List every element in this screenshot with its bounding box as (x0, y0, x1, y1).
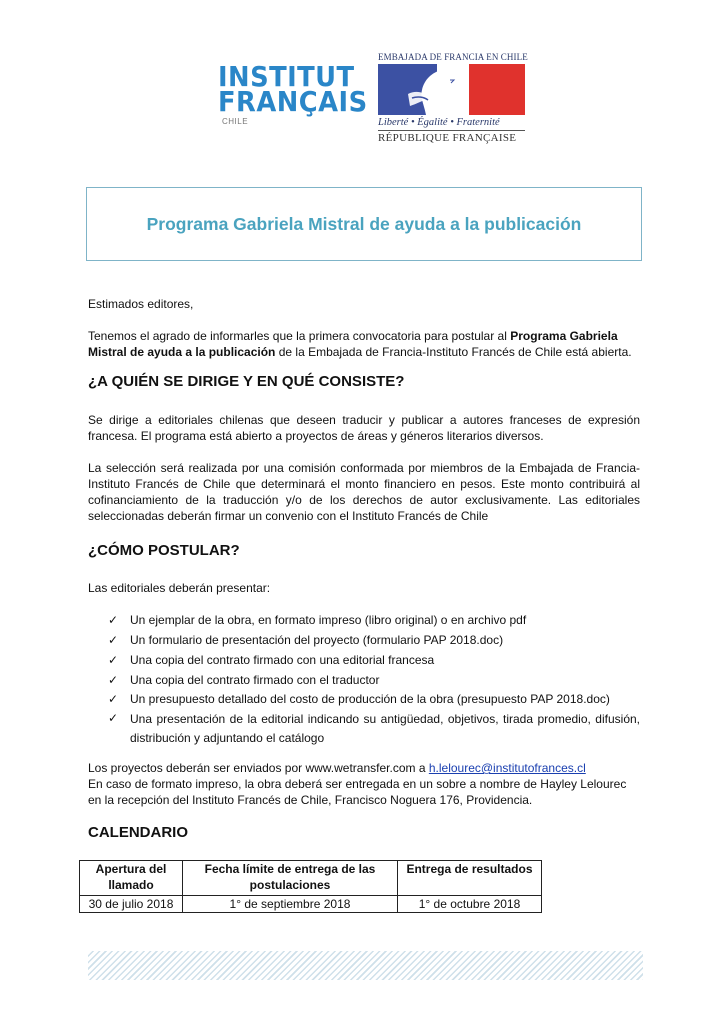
audience-paragraph: Se dirige a editoriales chilenas que deseen traducir y publicar a autores franceses de expresión francesa. El programa está abierto a proyectos de áreas y géneros literarios diversos. (88, 413, 640, 443)
embassy-logo (378, 52, 528, 144)
section-heading-how-to-apply: ¿CÓMO POSTULAR? (88, 542, 240, 559)
requirements-lead: Las editoriales deberán presentar: (88, 581, 271, 595)
section-heading-calendar: CALENDARIO (88, 824, 188, 841)
submission-text: Los proyectos deberán ser enviados por www.wetransfer.com a (88, 761, 429, 775)
table-cell: 1° de octubre 2018 (398, 896, 542, 913)
checkmark-icon: ✓ (108, 711, 119, 725)
checkmark-icon: ✓ (108, 633, 119, 647)
checkmark-icon: ✓ (108, 653, 119, 667)
column-header: Apertura del llamado (80, 861, 183, 896)
list-item-text: Una presentación de la editorial indicando su antigüedad, objetivos, tirada promedio, difusión, distribución y adjuntando el catálogo (130, 712, 640, 745)
print-delivery-text: En caso de formato impreso, la obra deberá ser entregada en un sobre a nombre de Hayley Lelourec en la recepción del Instituto Francés de Chile, Francisco Noguera 176, Providencia. (88, 777, 627, 807)
embassy-motto: Liberté • Égalité • Fraternité (378, 117, 500, 128)
list-item (108, 612, 640, 629)
submission-paragraph (88, 760, 640, 808)
embassy-republic: RÉPUBLIQUE FRANÇAISE (378, 132, 517, 144)
logo-subtitle-chile: CHILE (222, 117, 249, 126)
embassy-header: EMBAJADA DE FRANCIA EN CHILE (378, 52, 528, 62)
list-item (108, 632, 640, 649)
email-link[interactable]: h.lelourec@institutofrances.cl (428, 761, 586, 775)
checkmark-icon: ✓ (108, 613, 119, 627)
selection-paragraph: La selección será realizada por una comisión conformada por miembros de la Embajada de Francia-Instituto Francés de Chile que determinará el monto financiero en pesos. Este monto contribuirá al cofinanciamiento de la traducción y/o de los derechos de autor exclusivamente. Las editoriales seleccionadas deberán firmar un convenio con el Instituto Francés de Chile (88, 461, 640, 523)
list-item (108, 672, 640, 689)
decorative-hatch-band (88, 951, 643, 980)
page-title: Programa Gabriela Mistral de ayuda a la publicación (146, 213, 582, 234)
logo-word-francais: FRANÇAIS (218, 85, 368, 118)
marianne-flag-icon (378, 64, 525, 115)
column-header: Fecha límite de entrega de las postulaciones (183, 861, 398, 896)
intro-text-after: de la Embajada de Francia-Instituto Francés de Chile está abierta. (275, 345, 632, 359)
checkmark-icon: ✓ (108, 692, 119, 706)
intro-paragraph (88, 328, 640, 360)
checkmark-icon: ✓ (108, 673, 119, 687)
institut-francais-logo (218, 60, 368, 126)
intro-text-before: Tenemos el agrado de informarles que la primera convocatoria para postular al (88, 329, 511, 343)
list-item-text: Un formulario de presentación del proyecto (formulario PAP 2018.doc) (130, 633, 504, 647)
table-header-row (80, 861, 542, 896)
column-header: Entrega de resultados (398, 861, 542, 896)
list-item-text: Una copia del contrato firmado con el traductor (130, 673, 380, 687)
table-row (80, 896, 542, 913)
list-item-text: Una copia del contrato firmado con una editorial francesa (130, 653, 435, 667)
list-item (108, 691, 640, 708)
logo-word-institut: INSTITUT (218, 60, 355, 93)
section-heading-audience: ¿A QUIÉN SE DIRIGE Y EN QUÉ CONSISTE? (88, 373, 405, 390)
title-box (86, 187, 642, 261)
table-cell: 30 de julio 2018 (80, 896, 183, 913)
list-item (108, 652, 640, 669)
calendar-table (79, 860, 542, 913)
list-item (108, 710, 640, 748)
list-item-text: Un ejemplar de la obra, en formato impreso (libro original) o en archivo pdf (130, 613, 527, 627)
greeting: Estimados editores, (88, 297, 194, 311)
list-item-text: Un presupuesto detallado del costo de producción de la obra (presupuesto PAP 2018.doc) (130, 692, 610, 706)
intro-program-name: Programa Gabriela Mistral de ayuda a la publicación (88, 329, 618, 359)
table-cell: 1° de septiembre 2018 (183, 896, 398, 913)
divider (378, 130, 525, 131)
